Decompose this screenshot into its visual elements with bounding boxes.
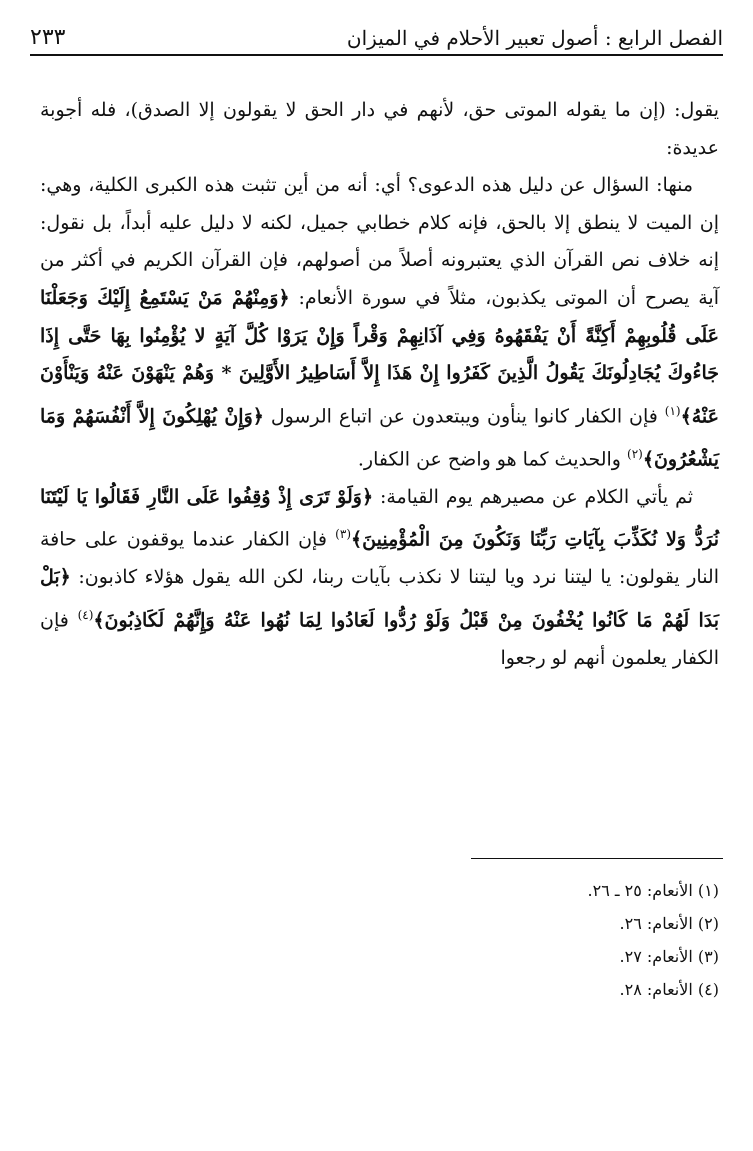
footnote-4: (٤) الأنعام: ٢٨. (619, 980, 719, 999)
paragraph-text: فإن الكفار عندما يوقفون على حافة النار يقولون: يا ليتنا نرد ويا ليتنا لا نكذب بآيات ربنا، لكن الله يقول هؤلاء كاذبون: (40, 528, 719, 589)
paragraph-text: ثم يأتي الكلام عن مصيرهم يوم القيامة: (379, 485, 693, 508)
quran-verse: ﴿وَلَوْ تَرَى إِذْ وُقِفُوا عَلَى النَّارِ فَقَالُوا يَا لَيْتَنَا نُرَدُّ وَلا نُكَذِّبَ بِآيَاتِ رَبِّنَا وَنَكُونَ مِنَ الْمُؤْمِنِينَ﴾ (40, 485, 719, 551)
paragraph-text: فإن الكفار كانوا ينأون ويبتعدون عن اتباع الرسول (270, 405, 658, 428)
footnotes (40, 874, 719, 1006)
paragraph-text: يقول: (إن ما يقوله الموتى حق، لأنهم في دار الحق لا يقولون إلا الصدق)، فله أجوبة عديدة: (40, 99, 719, 159)
page-number: ٢٣٣ (30, 25, 66, 50)
paragraph-text: منها: السؤال عن دليل هذه الدعوى؟ أي: أنه من أين تثبت هذه الكبرى الكلية، وهي: إن الميت لا ينطق إلا بالحق، فإنه كلام خطابي جميل، لكنه لا دليل عليه أبداً، بل نقول: إنه خلاف نص القرآن الذي يعتبرونه أصلاً من أصولهم، فإن القرآن الكريم في أكثر من آية يصرح أن الموتى يكذبون، مثلاً في سورة الأنعام: (40, 174, 719, 309)
paragraph-2 (40, 167, 719, 478)
page-header (30, 20, 723, 56)
quran-verse: ﴿وَمِنْهُمْ مَنْ يَسْتَمِعُ إِلَيْكَ وَجَعَلْنَا عَلَى قُلُوبِهِمْ أَكِنَّةً أَنْ يَفْقَهُوهُ وَفِي آذَانِهِمْ وَقْراً وَإِنْ يَرَوْا كُلَّ آيَةٍ لا يُؤْمِنُوا بِهَا حَتَّى إِذَا جَاءُوكَ يُجَادِلُونَكَ يَقُولُ الَّذِينَ كَفَرُوا إِنْ هَذَا إِلاَّ أَسَاطِيرُ الأَوَّلِينَ * وَهُمْ يَنْهَوْنَ عَنْهُ وَيَنْأَوْنَ عَنْهُ﴾ (40, 286, 719, 428)
footnote-3: (٣) الأنعام: ٢٧. (619, 947, 719, 966)
body-text (40, 92, 719, 677)
footnote-divider (471, 858, 723, 859)
footnote-mark: (٣) (335, 527, 351, 542)
footnote-mark: (١) (664, 403, 681, 418)
footnote-mark: (٢) (627, 446, 643, 461)
paragraph-text: والحديث كما هو واضح عن الكفار. (357, 448, 621, 470)
quran-verse: ﴿وَإِنْ يُهْلِكُونَ إِلاَّ أَنْفُسَهُمْ وَمَا يَشْعُرُونَ﴾ (40, 405, 719, 470)
paragraph-1 (40, 92, 719, 167)
footnote-2: (٢) الأنعام: ٢٦. (619, 914, 719, 933)
footnote-mark: (٤) (77, 607, 94, 622)
footnote-1: (١) الأنعام: ٢٥ ـ ٢٦. (587, 881, 719, 900)
running-title: الفصل الرابع : أصول تعبير الأحلام في الميزان (346, 26, 723, 50)
quran-verse: ﴿بَلْ بَدَا لَهُمْ مَا كَانُوا يُخْفُونَ مِنْ قَبْلُ وَلَوْ رُدُّوا لَعَادُوا لِمَا نُهُوا عَنْهُ وَإِنَّهُمْ لَكَاذِبُونَ﴾ (40, 566, 719, 632)
paragraph-text: فإن الكفار يعلمون أنهم لو رجعوا (40, 609, 719, 669)
paragraph-3 (40, 479, 719, 678)
